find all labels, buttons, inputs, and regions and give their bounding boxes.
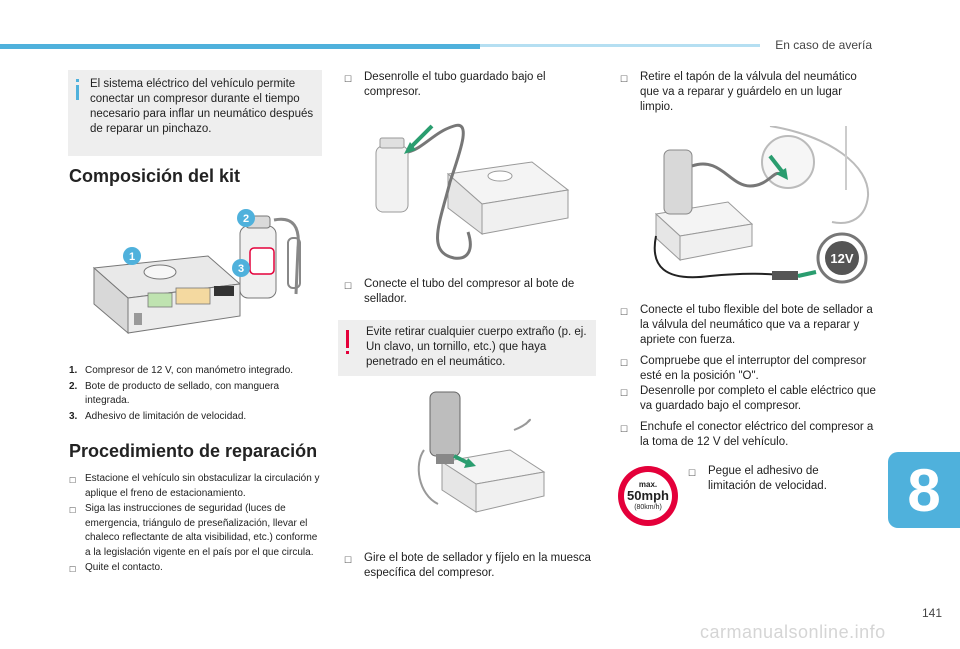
compressor-image [94,256,240,333]
svg-text:1: 1 [128,251,136,263]
procedure-steps [69,472,325,579]
kit-title: Composición del kit [69,166,241,186]
callout-2-icon [237,209,255,227]
kit-item: 2. Bote de producto de sellado, con manguera integrada. [69,381,280,406]
sealant-bottle-image [430,392,460,464]
unroll-cable-step: ☐ Desenrolle por completo el cable eléctrico que va guardado bajo el compresor. [620,385,876,412]
info-box-text: El sistema eléctrico del vehículo permite conectar un compresor durante el tiempo necesario para inflar un neumático después de reparar un pinchazo. [90,78,314,135]
svg-text:3: 3 [237,263,245,275]
procedure-title: Procedimiento de reparación [69,441,318,461]
procedure-step: ☐ Siga las instrucciones de seguridad (luces de emergencia, triángulo de preseñalización, llevar el chaleco reflectante de alta visibilidad, etc.) conforme a la legislación vigente en el país por el que circula. [69,503,318,558]
info-icon-dot [76,79,79,82]
callout-3-icon [232,259,250,277]
info-icon [76,85,79,100]
watermark: carmanualsonline.info [700,622,886,642]
kit-item: 1. Compresor de 12 V, con manómetro integrado. [69,365,294,376]
header-accent-bar [0,44,480,49]
warning-icon-dot [346,351,349,354]
info-box [68,70,322,156]
plug-in-step: ☐ Enchufe el conector eléctrico del compresor a la toma de 12 V del vehículo. [620,421,874,448]
svg-text:50mph: 50mph [627,488,669,503]
svg-text:12V: 12V [830,251,854,266]
col3-steps [620,303,880,456]
sealant-bottle-image [237,216,300,298]
rotate-bottle-illustration [414,384,554,534]
rotate-step: ☐ Gire el bote de sellador y fíjelo en la muesca específica del compresor. [344,552,591,579]
svg-text:max.: max. [638,480,658,489]
page-number: 141 [921,606,942,620]
warning-icon [346,330,349,348]
procedure-step: ☐ Estacione el vehículo sin obstaculizar la circulación y aplique el freno de estacionamiento. [69,473,320,499]
socket-icon [818,234,866,282]
speed-sticker-icon [616,464,680,528]
unroll-step: ☐ Desenrolle el tubo guardado bajo el compresor. [344,71,546,98]
svg-text:2: 2 [242,213,250,225]
plug-icon [772,271,798,280]
header-accent-bar-light [480,44,760,47]
callout-1-icon [123,247,141,265]
warning-box [338,320,596,376]
check-switch-step: ☐ Compruebe que el interruptor del compresor esté en la posición "O". [620,355,867,382]
chapter-tab: 8 [888,452,960,528]
tire-valve-illustration [620,126,876,292]
svg-text:(80km/h): (80km/h) [634,504,662,511]
procedure-step: ☐ Quite el contacto. [69,562,163,574]
sticker-step: ☐ Pegue el adhesivo de limitación de velocidad. [688,465,827,492]
kit-item: 3. Adhesivo de limitación de velocidad. [69,411,247,422]
connect-valve-step: ☐ Conecte el tubo flexible del bote de sellador a la válvula del neumático que va a reparar y apriete con fuerza. [620,304,873,346]
compressor-image [448,162,568,234]
warning-text: Evite retirar cualquier cuerpo extraño (p. ej. Un clavo, un tornillo, etc.) que haya penetrado en el neumático. [366,326,587,368]
connect-tube-step: ☐ Conecte el tubo del compresor al bote de sellador. [344,278,575,305]
kit-illustration [68,198,322,348]
kit-items [69,364,323,426]
section-title: En caso de avería [775,38,872,52]
tube-unroll-illustration [364,112,580,262]
remove-cap-step: ☐ Retire el tapón de la válvula del neumático que va a reparar y guárdelo en un lugar limpio. [620,71,857,113]
